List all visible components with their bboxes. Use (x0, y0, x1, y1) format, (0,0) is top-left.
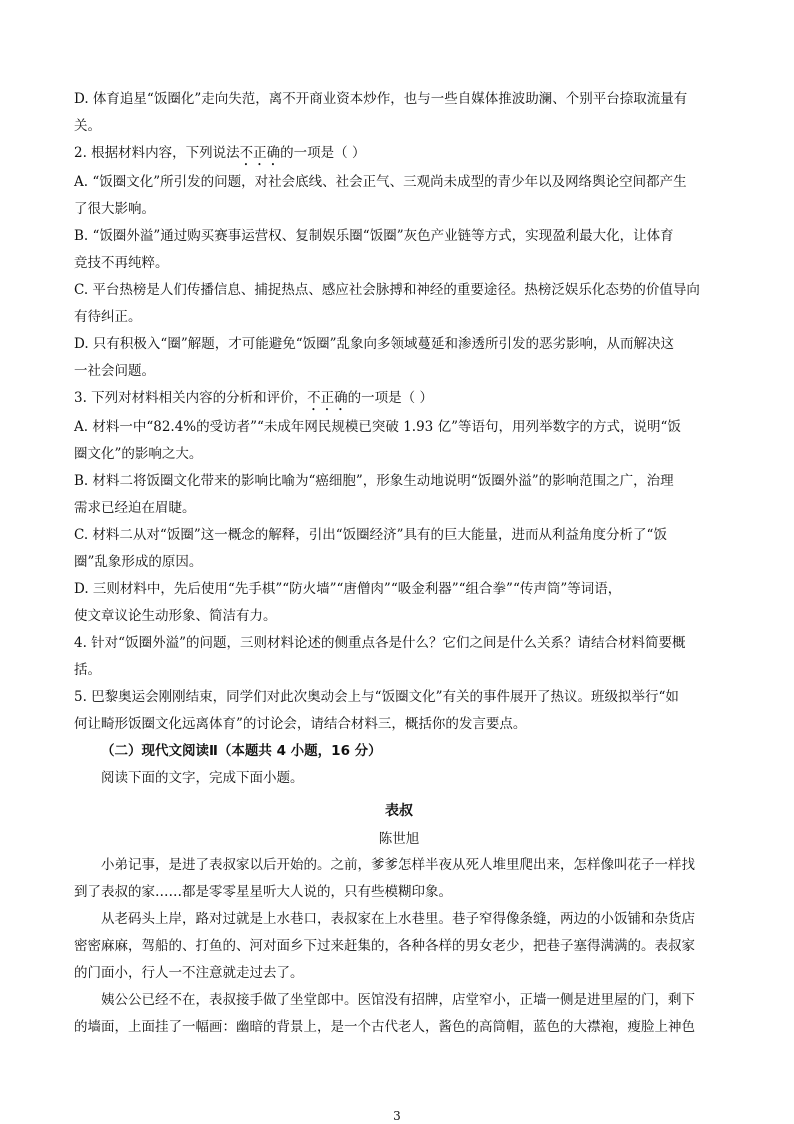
option-line: D. 三则材料中，先后使用“先手棋”“防火墙”“唐僧肉”“吸金利器”“组合拳”“传声筒”等词语， (74, 581, 622, 597)
option-line: A. 材料一中“82.4%的受访者”“未成年网民规模已突破 1.93 亿”等语句，用列举数字的方式，说明“饭 (74, 419, 681, 435)
question-5: 5. 巴黎奥运会刚刚结束，同学们对此次奥动会上与“饭圈文化”有关的事件展开了热议。班级拟举行“如 (74, 689, 679, 705)
paragraph-line: 的墙面，上面挂了一幅画：幽暗的背景上，是一个古代老人，酱色的高筒帽，蓝色的大襟袍，瘦脸上神色 (74, 1019, 695, 1035)
page-content (74, 86, 724, 1041)
question-text: 2. 根据材料内容，下列说法 (74, 145, 240, 161)
question-text: 的一项是（ ） (347, 390, 433, 406)
option-line: 使文章议论生动形象、简洁有力。 (74, 608, 277, 624)
option-line: B. 材料二将饭圈文化带来的影响比喻为“癌细胞”，形象生动地说明“饭圈外溢”的影响范围之广，治理 (74, 473, 674, 489)
question-4-cont: 括。 (74, 662, 101, 678)
paragraph-line: 从老码头上岸，路对过就是上水巷口，表叔家在上水巷里。巷子窄得像条缝，两边的小饭铺和杂货店 (101, 911, 695, 927)
paragraph-line: 小弟记事，是进了表叔家以后开始的。之前，爹爹怎样半夜从死人堆里爬出来，怎样像叫花子一样找 (101, 857, 695, 873)
question-4: 4. 针对“饭圈外溢”的问题，三则材料论述的侧重点各是什么？它们之间是什么关系？请结合材料简要概 (74, 635, 686, 651)
option-line: 圈”乱象形成的原因。 (74, 554, 203, 570)
story-author: 陈世旭 (378, 831, 420, 847)
question-3 (74, 385, 724, 414)
option-line: D. 只有积极入“圈”解题，才可能避免“饭圈”乱象向多领域蔓延和渗透所引发的恶劣影响，从而解决这 (74, 336, 675, 352)
option-line: D. 体育追星“饭圈化”走向失范，离不开商业资本炒作，也与一些自媒体推波助澜、个别平台捺取流量有 (74, 91, 688, 107)
story-title: 表叔 (385, 803, 413, 819)
instruction-text: 阅读下面的文字，完成下面小题。 (101, 770, 304, 786)
option-line: 一社会问题。 (74, 363, 155, 379)
option-line: 圈文化”的影响之大。 (74, 446, 203, 462)
option-line: A. “饭圈文化”所引发的问题，对社会底线、社会正气、三观尚未成型的青少年以及网络舆论空间都产生 (74, 174, 687, 190)
option-line: B. “饭圈外溢”通过购买赛事运营权、复制娱乐圈“饭圈”灰色产业链等方式，实现盈利最大化，让体育 (74, 228, 674, 244)
question-text: 3. 下列对材料相关内容的分析和评价， (74, 390, 308, 406)
paragraph-line: 到了表叔的家……都是零零星星听大人说的，只有些模糊印象。 (74, 884, 452, 900)
paragraph-line: 密密麻麻，驾船的、打鱼的、河对面乡下过来赶集的，各种各样的男女老少，把巷子塞得满满的。表叔家 (74, 938, 695, 954)
option-line: C. 平台热榜是人们传播信息、捕捉热点、感应社会脉搏和神经的重要途径。热榜泛娱乐化态势的价值导向 (74, 282, 700, 298)
section-heading: （二）现代文阅读Ⅱ（本题共 4 小题，16 分） (101, 743, 382, 759)
option-line: C. 材料二从对“饭圈”这一概念的解释，引出“饭圈经济”具有的巨大能量，进而从利益角度分析了“饭 (74, 527, 667, 543)
page-number: 3 (393, 1109, 401, 1123)
emphasized-text: 不正确 (239, 145, 281, 161)
option-line: 需求已经迫在眉睫。 (74, 500, 196, 516)
paragraph-line: 姨公公已经不在，表叔接手做了坐堂郎中。医馆没有招牌，店堂窄小，正墙一侧是进里屋的门，剩下 (101, 992, 695, 1008)
question-text: 的一项是（ ） (280, 145, 366, 161)
option-line: 了很大影响。 (74, 201, 155, 217)
option-line: 竞技不再纯粹。 (74, 255, 169, 271)
option-line: 关。 (74, 118, 101, 134)
question-5-cont: 何让畸形饭圈文化远离体育”的讨论会，请结合材料三，概括你的发言要点。 (74, 716, 527, 732)
question-2 (74, 140, 724, 169)
emphasized-text: 不正确 (307, 390, 348, 406)
paragraph-line: 的门面小，行人一不注意就走过去了。 (74, 965, 304, 981)
option-line: 有待纠正。 (74, 309, 142, 325)
